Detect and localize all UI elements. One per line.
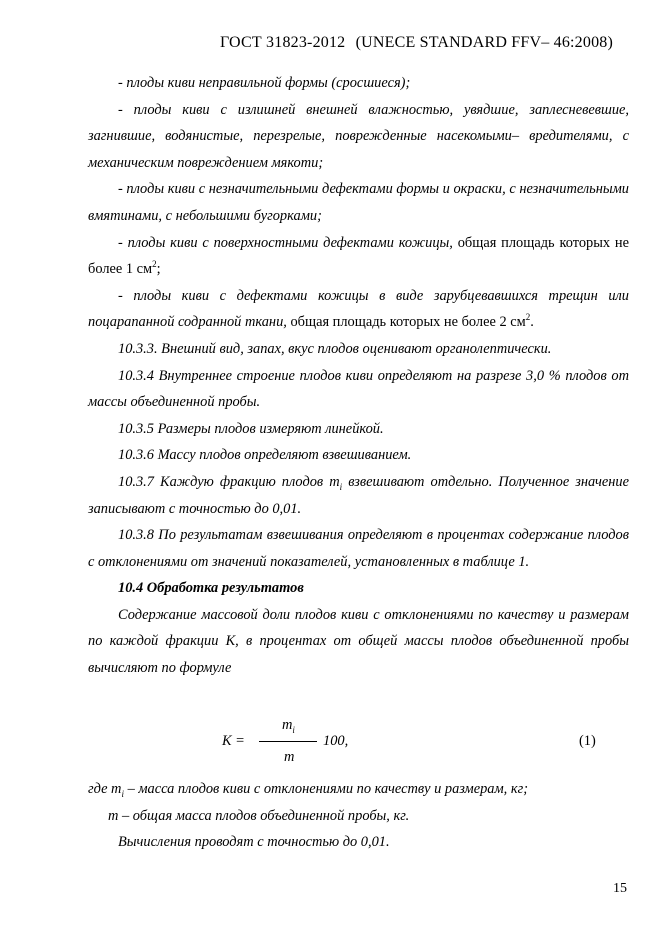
paragraph-5 [88, 283, 629, 336]
formula-lhs: К = [222, 733, 245, 749]
page-number: 15 [613, 881, 627, 896]
page-header [220, 34, 613, 52]
unece-standard: (UNECE STANDARD FFV– 46:2008) [355, 34, 613, 51]
formula-multiplier: 100, [323, 733, 349, 749]
paragraph-10-3-7-a: 10.3.7 Каждую фракцию плодов m [118, 473, 340, 490]
calculation-precision-note: Вычисления проводят с точностью до 0,01. [118, 834, 390, 851]
paragraph-4-sup: 2 [152, 259, 157, 270]
formula-number: (1) [579, 733, 596, 749]
paragraph-4-italic: - плоды киви с поверхностными дефектами кожицы, [118, 234, 453, 251]
definition-mi-b: – масса плодов киви с отклонениями по качеству и размерам, кг; [123, 781, 528, 797]
paragraph-2: - плоды киви с излишней внешней влажностью, увядшие, заплесневевшие, загнившие, водянистые, перезрелые, поврежденные насекомыми– вредителями, с механическим повреждением мякоти; [88, 101, 629, 171]
definition-m: m – общая масса плодов объединенной пробы, кг. [108, 807, 410, 824]
main-text [88, 70, 629, 682]
paragraph-10-3-3: 10.3.3. Внешний вид, запах, вкус плодов оценивают органолептически. [118, 340, 552, 357]
paragraph-10-3-5: 10.3.5 Размеры плодов измеряют линейкой. [118, 420, 384, 437]
definition-mi [88, 776, 629, 803]
paragraph-4-normal: общая площадь которых не более 1 см [88, 234, 629, 278]
paragraph-10-3-7 [88, 469, 629, 522]
gost-number: ГОСТ 31823-2012 [220, 34, 346, 51]
paragraph-5-italic: - плоды киви с дефектами кожицы в виде зарубцевавшихся трещин или поцарапанной содранной ткани, [88, 287, 629, 331]
paragraph-5-sup: 2 [525, 312, 531, 323]
paragraph-10-3-6: 10.3.6 Массу плодов определяют взвешиванием. [118, 447, 412, 464]
paragraph-5-end: . [530, 314, 534, 331]
paragraph-10-3-7-b: взвешивают отдельно. Полученное значение записывают с точностью до 0,01. [88, 473, 629, 517]
formula-numerator [282, 717, 295, 734]
paragraph-10-3-4: 10.3.4 Внутреннее строение плодов киви определяют на разрезе 3,0 % плодов от массы объединенной пробы. [88, 367, 629, 411]
formula-numerator-m: m [282, 717, 293, 733]
paragraph-4 [88, 230, 629, 283]
formula [0, 717, 661, 777]
definition-mi-a: где m [88, 781, 122, 797]
formula-definitions [88, 776, 629, 856]
section-title: 10.4 Обработка результатов [118, 580, 304, 597]
paragraph-1: - плоды киви неправильной формы (сросшиеся); [118, 75, 411, 91]
paragraph-4-end: ; [156, 261, 161, 278]
definition-mi-sub: i [121, 788, 124, 799]
paragraph-10-3-8: 10.3.8 По результатам взвешивания определяют в процентах содержание плодов с отклонениями от значений показателей, установленных в таблице 1. [88, 527, 629, 570]
formula-numerator-sub: i [292, 724, 295, 735]
paragraph-3: - плоды киви с незначительными дефектами формы и окраски, с незначительными вмятинами, с небольшими бугорками; [88, 181, 629, 224]
formula-denominator: m [284, 749, 295, 765]
fraction-bar [259, 741, 317, 742]
paragraph-formula-intro: Содержание массовой доли плодов киви с отклонениями по качеству и размерам по каждой фракции К, в процентах от общей массы плодов объединенной пробы вычисляют по формуле [88, 606, 629, 677]
paragraph-10-3-7-sub: i [339, 481, 343, 492]
paragraph-5-normal: общая площадь которых не более 2 см [286, 314, 526, 331]
